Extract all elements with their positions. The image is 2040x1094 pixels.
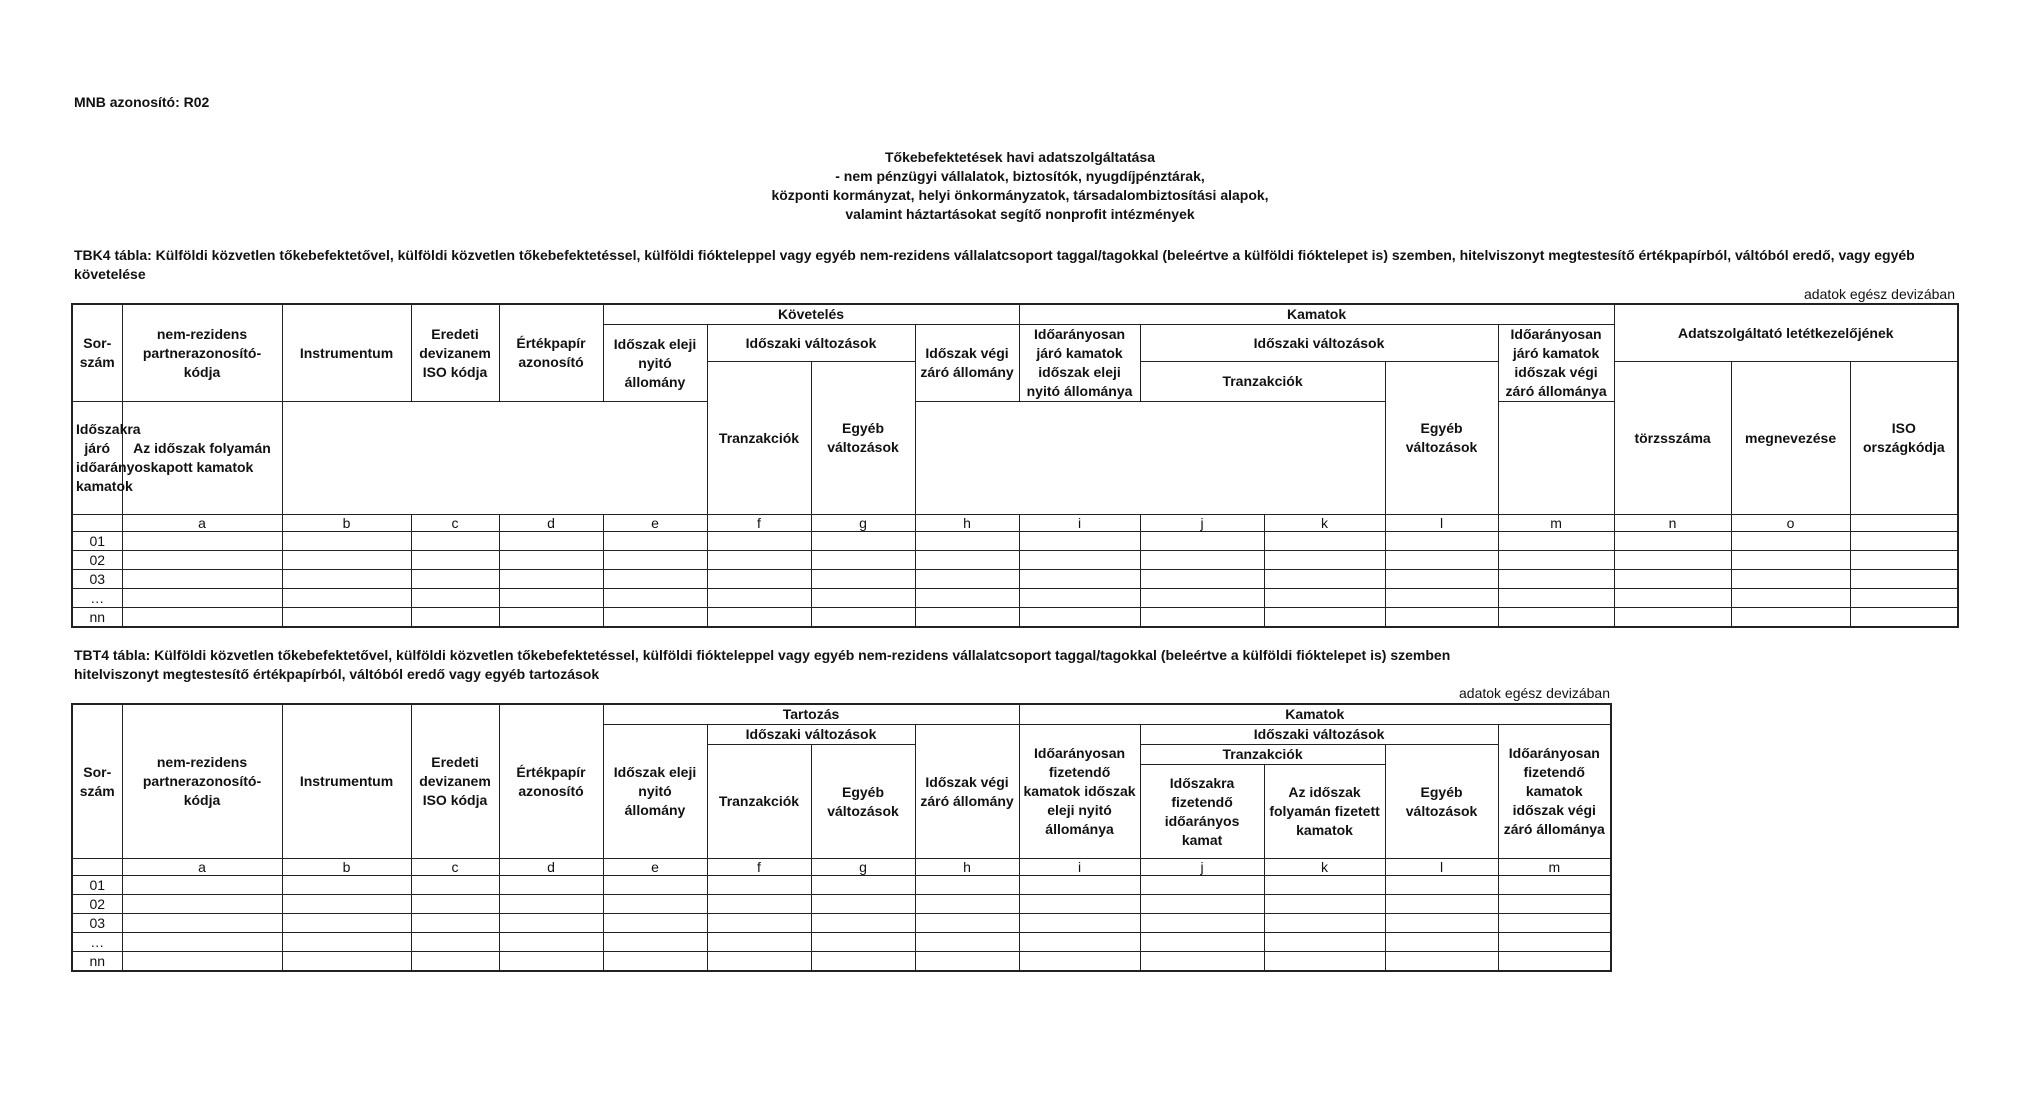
data-cell[interactable] [1498,933,1611,952]
data-cell[interactable] [499,551,603,570]
data-cell[interactable] [811,608,915,627]
header-tartozas: Tartozás [603,704,1019,725]
data-cell[interactable] [1264,914,1385,933]
col-letter: d [499,515,603,532]
data-cell[interactable] [1731,570,1850,589]
data-cell[interactable] [411,895,499,914]
data-cell[interactable] [1498,589,1614,608]
data-cell[interactable] [1140,608,1264,627]
table-row [72,895,1611,914]
row-number: 03 [72,570,122,589]
data-cell[interactable] [122,952,282,971]
data-cell[interactable] [1264,876,1385,895]
data-cell[interactable] [1614,551,1731,570]
data-cell[interactable] [811,895,915,914]
data-cell[interactable] [1264,608,1385,627]
data-cell[interactable] [707,608,811,627]
header-interest-other-changes: Egyéb változások [1385,362,1498,515]
data-cell[interactable] [603,608,707,627]
data-cell[interactable] [1264,933,1385,952]
title-line: - nem pénzügyi vállalatok, biztosítók, nyugdíjpénztárak, [835,168,1205,184]
data-cell[interactable] [811,551,915,570]
col-letter: f [707,859,811,876]
col-letter: f [707,515,811,532]
data-cell[interactable] [282,895,411,914]
header-currency-iso: Eredeti devizanem ISO kódja [411,704,499,859]
table-row [72,589,1958,608]
data-cell[interactable] [811,933,915,952]
data-cell[interactable] [811,876,915,895]
data-cell[interactable] [1019,551,1140,570]
data-cell[interactable] [1498,952,1611,971]
tbk4-caption: TBK4 tábla: Külföldi közvetlen tőkebefektetővel, külföldi közvetlen tőkebefektetéssel, külföldi fióktelеppel vagy egyéb nem-rezidens vállalatcsoport taggal/tagokkal (beleértve a külföldi fióktelepet is) szemben, hitelviszonyt megtestesítő értékpapírból, váltóból eredő, vagy egyéb követelése [74,247,1915,282]
row-number: 01 [72,876,122,895]
col-letter: h [915,515,1019,532]
data-cell[interactable] [411,570,499,589]
header-security-id: Értékpapír azonosító [499,704,603,859]
row-number: 02 [72,551,122,570]
title-line: Tőkebefektetések havi adatszolgáltatása [884,149,1155,165]
data-cell[interactable] [122,895,282,914]
tbt4-unit-note: adatok egész devizában [1459,685,1610,701]
col-letter: c [411,859,499,876]
data-cell[interactable] [1140,952,1264,971]
header-interest-closing: Időarányosan járó kamatok időszak végi záró állománya [1498,325,1614,402]
header-transactions: Tranzakciók [707,745,811,859]
data-cell[interactable] [1385,876,1498,895]
data-cell[interactable] [411,608,499,627]
data-cell[interactable] [411,551,499,570]
data-cell[interactable] [603,914,707,933]
data-cell[interactable] [1019,952,1140,971]
data-cell[interactable] [1264,952,1385,971]
data-cell[interactable] [122,570,282,589]
data-cell[interactable] [411,952,499,971]
data-cell[interactable] [499,532,603,551]
header-interest-closing: Időarányosan fizetendő kamatok időszak végi záró állománya [1498,725,1611,859]
table-row [72,551,1958,570]
data-cell[interactable] [707,895,811,914]
header-other-changes: Egyéb változások [811,745,915,859]
tbt4-caption [74,646,1634,684]
header-interest-period-changes: Időszaki változások [1140,325,1498,362]
data-cell[interactable] [915,532,1019,551]
row-number: 02 [72,895,122,914]
data-cell[interactable] [1385,570,1498,589]
data-cell[interactable] [915,608,1019,627]
header-interest-other-changes: Egyéb változások [1385,745,1498,859]
data-cell[interactable] [1140,876,1264,895]
col-letter: c [411,515,499,532]
col-letter: i [1019,859,1140,876]
col-letter: e [603,515,707,532]
data-cell[interactable] [1614,608,1731,627]
data-cell[interactable] [1140,895,1264,914]
col-letter: k [1264,515,1385,532]
row-number: … [72,933,122,952]
data-cell[interactable] [1140,551,1264,570]
col-letter: j [1140,515,1264,532]
data-cell[interactable] [603,895,707,914]
data-cell[interactable] [811,914,915,933]
header-partner-code: nem-rezidens partnerazonosító-kódja [122,704,282,859]
data-cell[interactable] [811,589,915,608]
data-cell[interactable] [499,914,603,933]
data-cell[interactable] [1498,570,1614,589]
data-cell[interactable] [1850,589,1958,608]
data-cell[interactable] [707,952,811,971]
data-cell[interactable] [1385,952,1498,971]
col-letter: l [1385,515,1498,532]
header-custodian: Adatszolgáltató letétkezelőjének [1614,304,1958,362]
data-cell[interactable] [411,933,499,952]
data-cell[interactable] [1498,914,1611,933]
data-cell[interactable] [1498,532,1614,551]
col-letter: a [122,859,282,876]
data-cell[interactable] [499,895,603,914]
data-cell[interactable] [1614,570,1731,589]
data-cell[interactable] [122,608,282,627]
data-cell[interactable] [1385,933,1498,952]
data-cell[interactable] [122,876,282,895]
data-cell[interactable] [1385,914,1498,933]
header-interest-payable: Időszakra fizetendő időarányos kamat [1140,765,1264,859]
data-cell[interactable] [1385,895,1498,914]
data-cell[interactable] [1385,589,1498,608]
data-cell[interactable] [411,914,499,933]
data-cell[interactable] [707,933,811,952]
data-cell[interactable] [603,952,707,971]
data-cell[interactable] [499,933,603,952]
col-letter: b [282,515,411,532]
data-cell[interactable] [915,914,1019,933]
data-cell[interactable] [811,532,915,551]
header-interest-period-changes: Időszaki változások [1140,725,1498,745]
header-opening-stock: Időszak eleji nyitó állomány [603,325,707,402]
data-cell[interactable] [1385,532,1498,551]
header-name: megnevezése [1731,362,1850,515]
data-cell[interactable] [1140,933,1264,952]
col-letter: a [122,515,282,532]
table-row [72,952,1611,971]
col-letter [72,859,122,876]
table-row [72,914,1611,933]
header-registry-number: törzsszáma [1614,362,1731,515]
data-cell[interactable] [499,570,603,589]
col-letter: b [282,859,411,876]
header-kamatok: Kamatok [1019,704,1611,725]
row-number: … [72,589,122,608]
header-closing-stock: Időszak végi záró állomány [915,325,1019,402]
data-cell[interactable] [1019,532,1140,551]
data-cell[interactable] [603,570,707,589]
data-cell[interactable] [915,895,1019,914]
table-row [72,532,1958,551]
data-cell[interactable] [707,551,811,570]
title-line: valamint háztartásokat segítő nonprofit intézmények [845,206,1195,222]
col-letter: j [1140,859,1264,876]
caption-line: TBT4 tábla: Külföldi közvetlen tőkebefektetővel, külföldi közvetlen tőkebefektetéssel, külföldi fióktelеppel vagy egyéb nem-rezidens vállalatcsoport taggal/tagokkal (beleértve a külföldi fióktelepet is) szemben [74,647,1451,663]
col-letter: o [1731,515,1850,532]
data-cell[interactable] [915,589,1019,608]
header-period-changes: Időszaki változások [707,725,915,745]
col-letter: i [1019,515,1140,532]
data-cell[interactable] [282,589,411,608]
data-cell[interactable] [1264,551,1385,570]
data-cell[interactable] [499,608,603,627]
data-cell[interactable] [915,551,1019,570]
header-currency-iso: Eredeti devizanem ISO kódja [411,304,499,402]
header-transactions: Tranzakciók [707,362,811,515]
data-cell[interactable] [282,570,411,589]
data-cell[interactable] [1264,570,1385,589]
tbk4-unit-note: adatok egész devizában [1804,286,1955,302]
data-cell[interactable] [122,933,282,952]
data-cell[interactable] [1498,608,1614,627]
data-cell[interactable] [1019,570,1140,589]
header-interest-opening: Időarányosan járó kamatok időszak eleji nyitó állománya [1019,325,1140,402]
data-cell[interactable] [811,570,915,589]
data-cell[interactable] [122,551,282,570]
row-number: 03 [72,914,122,933]
header-security-id: Értékpapír azonosító [499,304,603,402]
data-cell[interactable] [499,952,603,971]
header-instrument: Instrumentum [282,704,411,859]
data-cell[interactable] [1019,895,1140,914]
data-cell[interactable] [1731,589,1850,608]
data-cell[interactable] [499,589,603,608]
col-letter: l [1385,859,1498,876]
data-cell[interactable] [282,608,411,627]
data-cell[interactable] [1019,914,1140,933]
data-cell[interactable] [1019,933,1140,952]
header-koveteles: Követelés [603,304,1019,325]
data-cell[interactable] [1140,532,1264,551]
header-kamatok: Kamatok [1019,304,1614,325]
tbk4-table [71,303,1959,628]
col-letter: h [915,859,1019,876]
data-cell[interactable] [811,952,915,971]
col-letter: n [1614,515,1731,532]
mnb-identifier: MNB azonosító: R02 [74,94,210,110]
header-period-changes: Időszaki változások [707,325,915,362]
data-cell[interactable] [1731,532,1850,551]
table-row [72,570,1958,589]
data-cell[interactable] [915,876,1019,895]
col-letter: g [811,859,915,876]
header-interest-received: Az időszak folyamán kapott kamatok [122,402,282,515]
caption-line: hitelviszonyt megtestesítő értékpapírból, váltóból eredő vagy egyéb tartozások [74,666,600,682]
header-closing-stock: Időszak végi záró állomány [915,725,1019,859]
data-cell[interactable] [1498,876,1611,895]
data-cell[interactable] [282,876,411,895]
col-letter: d [499,859,603,876]
data-cell[interactable] [282,914,411,933]
data-cell[interactable] [707,876,811,895]
data-cell[interactable] [1264,589,1385,608]
data-cell[interactable] [1264,532,1385,551]
data-cell[interactable] [1614,589,1731,608]
row-number: nn [72,952,122,971]
data-cell[interactable] [1140,589,1264,608]
data-cell[interactable] [707,570,811,589]
data-cell[interactable] [707,914,811,933]
header-interest-transactions: Tranzakciók [1140,362,1385,402]
data-cell[interactable] [1850,532,1958,551]
data-cell[interactable] [603,933,707,952]
data-cell[interactable] [1385,551,1498,570]
header-partner-code: nem-rezidens partnerazonosító-kódja [122,304,282,402]
data-cell[interactable] [1850,570,1958,589]
data-cell[interactable] [1850,608,1958,627]
header-sorszam: Sor-szám [72,304,122,402]
data-cell[interactable] [1614,532,1731,551]
data-cell[interactable] [122,914,282,933]
col-letter: m [1498,515,1614,532]
data-cell[interactable] [1850,551,1958,570]
table-row [72,608,1958,627]
data-cell[interactable] [1385,608,1498,627]
data-cell[interactable] [603,876,707,895]
data-cell[interactable] [411,589,499,608]
document-title [0,148,2040,224]
data-cell[interactable] [1498,551,1614,570]
data-cell[interactable] [1140,570,1264,589]
header-iso-country: ISO országkódja [1850,362,1958,515]
header-instrument: Instrumentum [282,304,411,402]
header-interest-opening: Időarányosan fizetendő kamatok időszak eleji nyitó állománya [1019,725,1140,859]
header-interest-accrued: Időszakra járó időarányos kamatok [72,402,122,515]
data-cell[interactable] [1731,608,1850,627]
data-cell[interactable] [915,952,1019,971]
header-interest-transactions: Tranzakciók [1140,745,1385,765]
data-cell[interactable] [603,532,707,551]
data-cell[interactable] [1019,589,1140,608]
data-cell[interactable] [1019,608,1140,627]
header-opening-stock: Időszak eleji nyitó állomány [603,725,707,859]
row-number: nn [72,608,122,627]
data-cell[interactable] [915,570,1019,589]
data-cell[interactable] [1264,895,1385,914]
data-cell[interactable] [915,933,1019,952]
col-letter: m [1498,859,1611,876]
data-cell[interactable] [603,551,707,570]
data-cell[interactable] [411,532,499,551]
data-cell[interactable] [603,589,707,608]
data-cell[interactable] [707,532,811,551]
data-cell[interactable] [1498,895,1611,914]
data-cell[interactable] [282,933,411,952]
col-letter [72,515,122,532]
data-cell[interactable] [282,551,411,570]
header-interest-paid: Az időszak folyamán fizetett kamatok [1264,765,1385,859]
data-cell[interactable] [282,532,411,551]
col-letter: e [603,859,707,876]
data-cell[interactable] [1019,876,1140,895]
tbt4-table [71,703,1612,972]
data-cell[interactable] [282,952,411,971]
data-cell[interactable] [411,876,499,895]
data-cell[interactable] [707,589,811,608]
title-line: központi kormányzat, helyi önkormányzatok, társadalombiztosítási alapok, [771,187,1269,203]
data-cell[interactable] [122,532,282,551]
table-row [72,876,1611,895]
data-cell[interactable] [1731,551,1850,570]
header-other-changes: Egyéb változások [811,362,915,515]
col-letter: g [811,515,915,532]
data-cell[interactable] [499,876,603,895]
header-sorszam: Sor-szám [72,704,122,859]
data-cell[interactable] [122,589,282,608]
row-number: 01 [72,532,122,551]
table-row [72,933,1611,952]
data-cell[interactable] [1140,914,1264,933]
col-letter: k [1264,859,1385,876]
